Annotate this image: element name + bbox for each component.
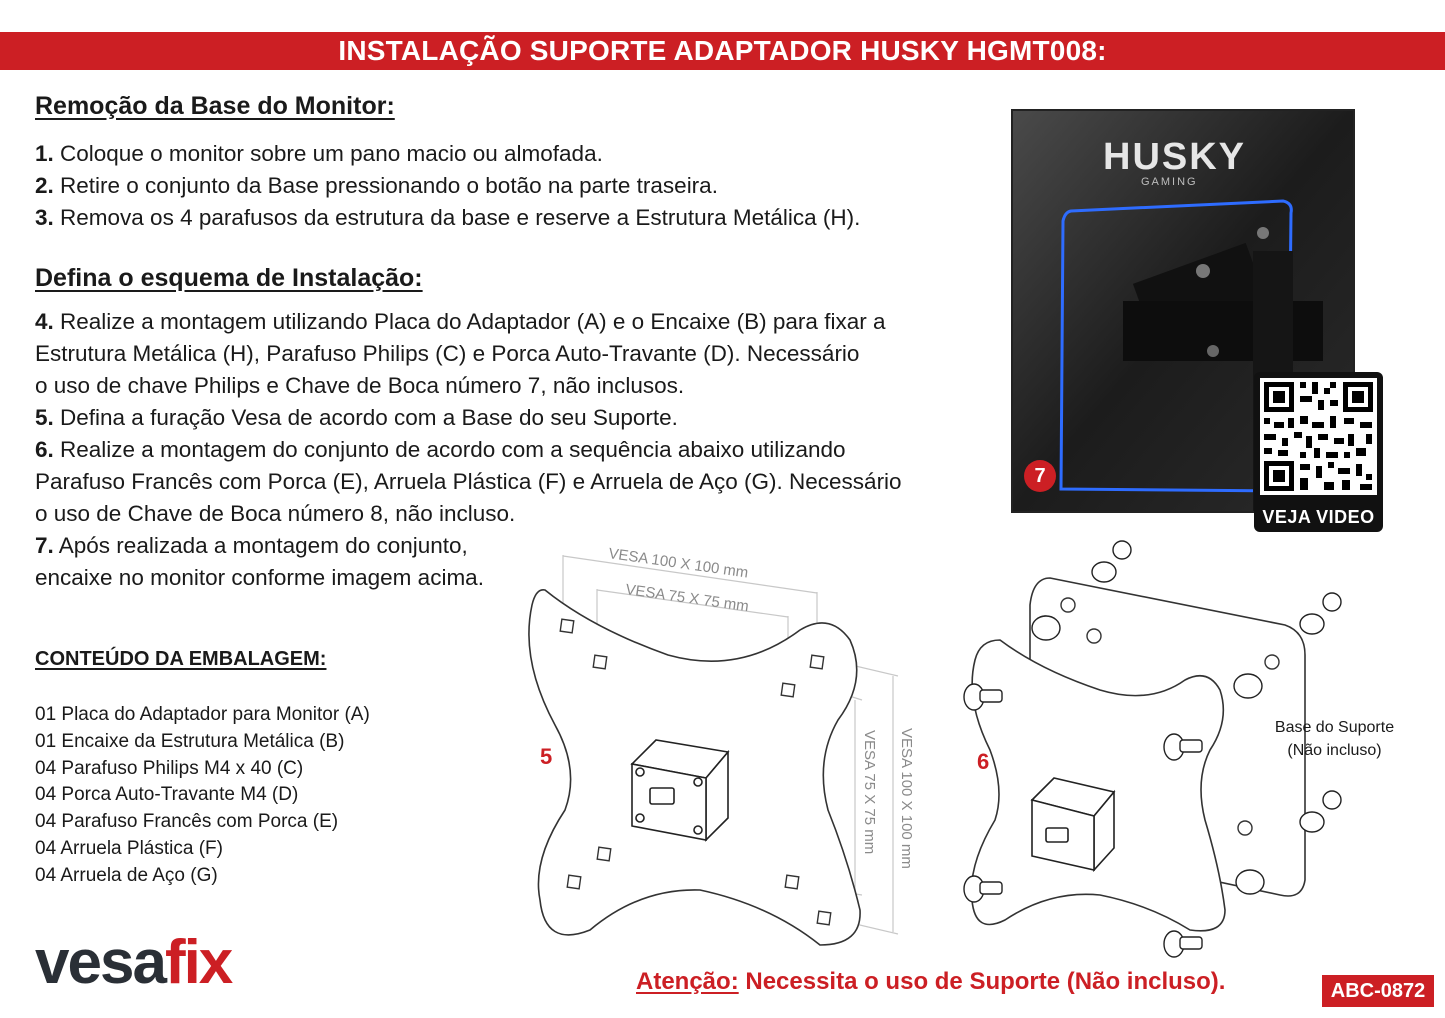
step-line: encaixe no monitor conforme imagem acima. (35, 565, 484, 590)
diagram-label-5: 5 (540, 744, 553, 769)
step-7-badge: 7 (1024, 460, 1056, 492)
photo-brand: HUSKY (1103, 136, 1247, 178)
package-heading: CONTEÚDO DA EMBALAGEM: (35, 648, 327, 670)
step-text: Retire o conjunto da Base pressionando o botão na parte traseira. (53, 173, 718, 198)
attention-text: Necessita o uso de Suporte (Não incluso). (738, 968, 1226, 995)
dim-top-75-label: VESA 75 X 75 mm (624, 581, 750, 616)
step-number: 4. (35, 309, 54, 334)
step-line: o uso de chave Philips e Chave de Boca número 7, não inclusos. (35, 373, 685, 398)
removal-heading: Remoção da Base do Monitor: (35, 92, 395, 120)
step-line: Parafuso Francês com Porca (E), Arruela Plástica (F) e Arruela de Aço (G). Necessário (35, 469, 902, 494)
step-text: Realize a montagem utilizando Placa do Adaptador (A) e o Encaixe (B) para fixar a (53, 309, 886, 334)
package-item: 04 Arruela de Aço (G) (35, 864, 218, 886)
dim-side-75-label: VESA 75 X 75 mm (861, 730, 878, 855)
logo-part-2: fix (164, 928, 232, 997)
step-text: Após realizada a montagem do conjunto, (53, 533, 468, 558)
step-text: Defina a furação Vesa de acordo com a Base do seu Suporte. (53, 405, 678, 430)
plate-6-bracket (1032, 778, 1114, 870)
dim-side-100-label: VESA 100 X 100 mm (898, 728, 915, 869)
step-text: Realize a montagem do conjunto de acordo com a sequência abaixo utilizando (53, 437, 846, 462)
product-code-badge: ABC-0872 (1322, 975, 1434, 1007)
diagram-label-6: 6 (977, 749, 990, 774)
step-number: 1. (35, 141, 54, 166)
step-number: 7. (35, 533, 54, 558)
package-item: 04 Porca Auto-Travante M4 (D) (35, 784, 299, 806)
support-base-label (1262, 716, 1407, 762)
step-number: 2. (35, 173, 54, 198)
plate-5-bracket (632, 740, 728, 840)
step-number: 3. (35, 205, 54, 230)
step-line: o uso de Chave de Boca número 8, não incluso. (35, 501, 516, 526)
dim-top-100-label: VESA 100 X 100 mm (607, 545, 750, 582)
package-item: 04 Arruela Plástica (F) (35, 837, 223, 859)
step-line: Estrutura Metálica (H), Parafuso Philips (C) e Porca Auto-Travante (D). Necessário (35, 341, 860, 366)
vesafix-logo (35, 928, 232, 997)
logo-part-1: vesa (35, 928, 165, 997)
step-number: 5. (35, 405, 54, 430)
package-item: 04 Parafuso Francês com Porca (E) (35, 811, 339, 833)
attention-lead: Atenção: (636, 968, 739, 995)
step-text: Remova os 4 parafusos da estrutura da base e reserve a Estrutura Metálica (H). (53, 205, 861, 230)
step-number: 6. (35, 437, 54, 462)
step-text: Coloque o monitor sobre um pano macio ou almofada. (53, 141, 603, 166)
page-title: INSTALAÇÃO SUPORTE ADAPTADOR HUSKY HGMT008: (338, 35, 1107, 66)
support-base-label-line2: (Não incluso) (1287, 742, 1382, 759)
package-item: 01 Placa do Adaptador para Monitor (A) (35, 704, 370, 725)
install-heading: Defina o esquema de Instalação: (35, 264, 423, 292)
support-base-label-line1: Base do Suporte (1274, 719, 1395, 736)
qr-label[interactable]: VEJA VIDEO (1262, 507, 1375, 527)
package-item: 01 Encaixe da Estrutura Metálica (B) (35, 730, 345, 752)
package-item: 04 Parafuso Philips M4 x 40 (C) (35, 757, 304, 779)
photo-brand-sub: GAMING (1141, 176, 1198, 188)
attention-note (636, 968, 1225, 996)
